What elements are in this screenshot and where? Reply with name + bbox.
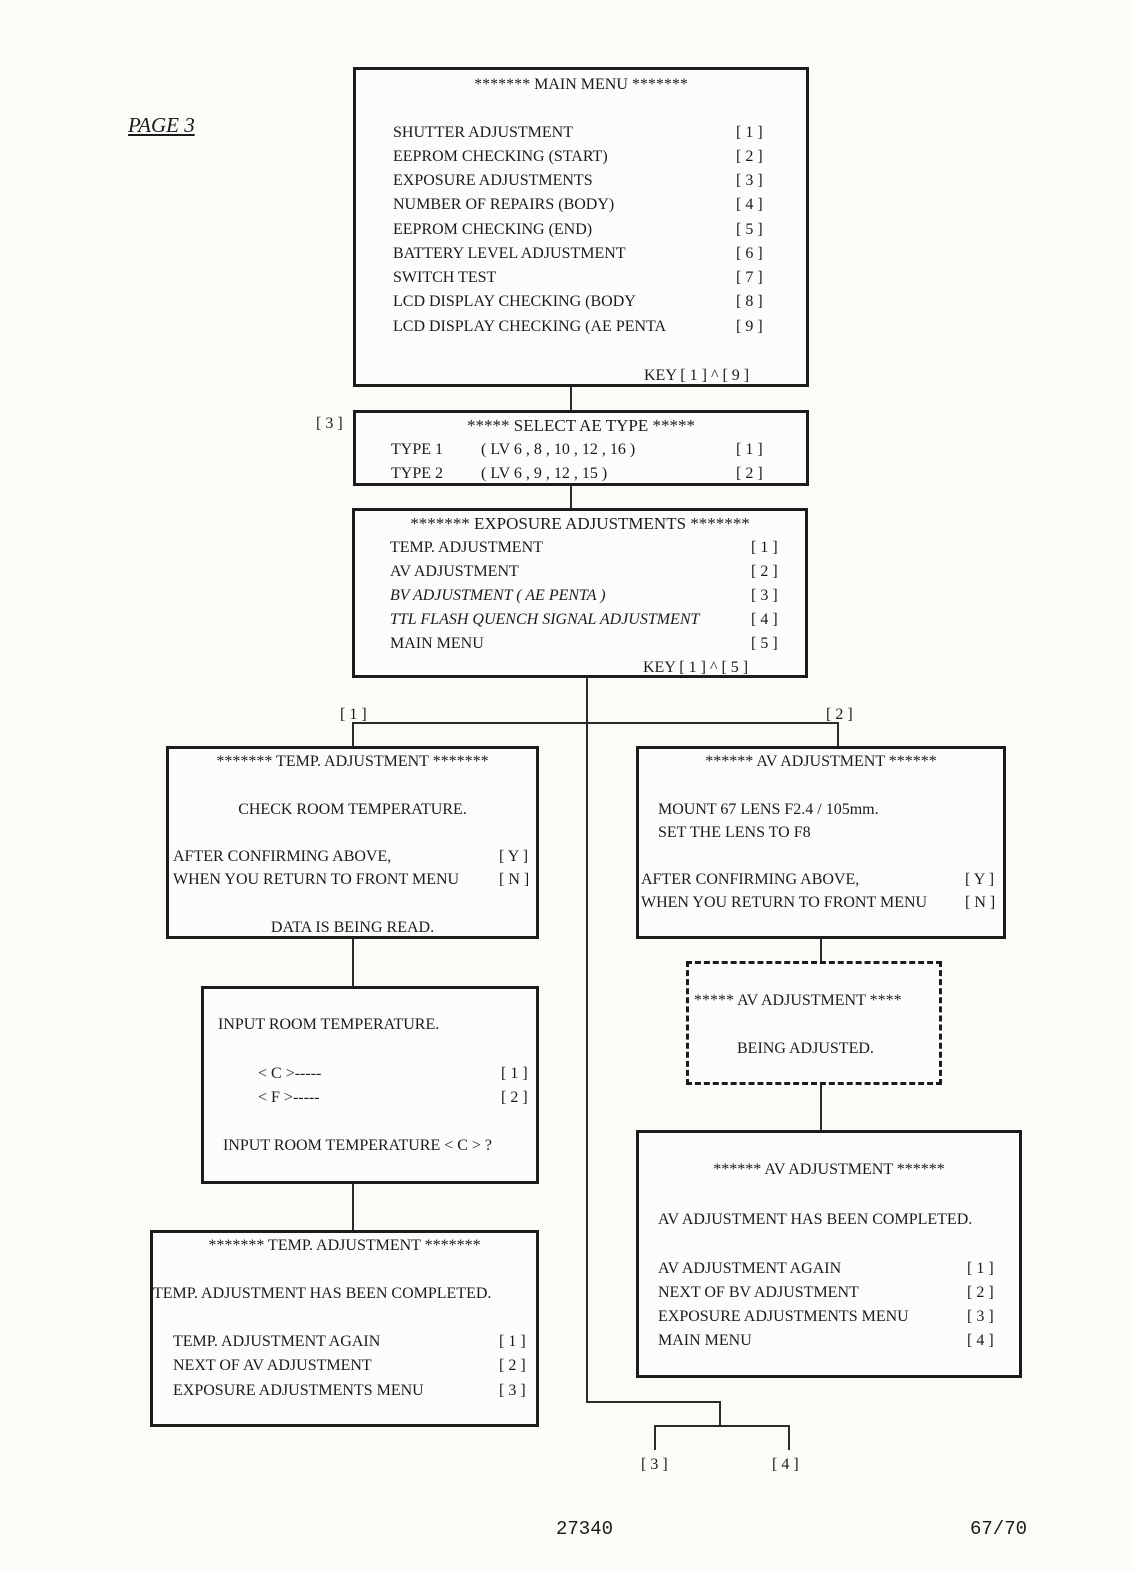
page-label: PAGE 3	[128, 113, 195, 137]
temp-done-item-label[interactable]: TEMP. ADJUSTMENT AGAIN	[173, 1333, 381, 1350]
connector-bottom-right	[788, 1425, 790, 1450]
ae-type-key: [ 2 ]	[736, 465, 763, 482]
temp-adjustment-title: ******* TEMP. ADJUSTMENT *******	[216, 753, 489, 770]
connector-av-to-progress	[820, 938, 822, 962]
temp-done-completed: TEMP. ADJUSTMENT HAS BEEN COMPLETED.	[153, 1285, 492, 1302]
temp-done-title: ******* TEMP. ADJUSTMENT *******	[208, 1237, 481, 1254]
exposure-item-label[interactable]: MAIN MENU	[390, 635, 484, 652]
connector-temp-to-input	[352, 938, 354, 987]
connector-bottom-left	[654, 1425, 656, 1450]
menu-item-label[interactable]: LCD DISPLAY CHECKING (AE PENTA	[393, 318, 667, 335]
temp-done-item-label[interactable]: NEXT OF AV ADJUSTMENT	[173, 1357, 372, 1374]
menu-item-label[interactable]: BATTERY LEVEL ADJUSTMENT	[393, 245, 626, 262]
option-fahrenheit[interactable]: < F >-----	[258, 1089, 320, 1106]
exposure-key-range: KEY [ 1 ] ^ [ 5 ]	[643, 659, 749, 676]
connector-bottom-split	[654, 1425, 790, 1427]
connector-branch-right-drop	[837, 722, 839, 748]
footer-page-number: 67/70	[970, 1518, 1028, 1540]
av-adjustment-box	[636, 746, 1006, 939]
option-fahrenheit-key: [ 2 ]	[501, 1089, 528, 1106]
temp-confirm-key: [ Y ]	[499, 848, 529, 865]
menu-item-label[interactable]: LCD DISPLAY CHECKING (BODY	[393, 293, 636, 310]
av-done-item-key: [ 1 ]	[967, 1260, 994, 1277]
av-done-completed: AV ADJUSTMENT HAS BEEN COMPLETED.	[658, 1211, 973, 1228]
exposure-item-key: [ 2 ]	[751, 563, 778, 580]
select-ae-box	[353, 410, 809, 486]
menu-item-key: [ 9 ]	[736, 318, 763, 335]
main-menu-box	[353, 67, 809, 387]
temp-done-item-label[interactable]: EXPOSURE ADJUSTMENTS MENU	[173, 1382, 424, 1399]
connector-progress-to-done	[820, 1084, 822, 1131]
temp-done-item-key: [ 1 ]	[499, 1333, 526, 1350]
connector-main-to-ae	[570, 386, 572, 411]
input-temp-prompt: INPUT ROOM TEMPERATURE.	[218, 1016, 440, 1033]
exposure-item-label[interactable]: TEMP. ADJUSTMENT	[390, 539, 543, 556]
connector-exposure-trunk	[586, 677, 588, 1403]
main-menu-title: ******* MAIN MENU *******	[474, 76, 688, 93]
menu-item-key: [ 5 ]	[736, 221, 763, 238]
av-confirm-key: [ Y ]	[965, 871, 995, 888]
temp-reading-text: DATA IS BEING READ.	[270, 919, 435, 936]
av-set-text: SET THE LENS TO F8	[658, 824, 811, 841]
menu-item-key: [ 3 ]	[736, 172, 763, 189]
av-progress-title: ***** AV ADJUSTMENT ****	[694, 992, 902, 1009]
exposure-item-label[interactable]: BV ADJUSTMENT ( AE PENTA )	[390, 587, 606, 604]
ae-type-label[interactable]: TYPE 1	[391, 441, 443, 458]
ae-type-range: ( LV 6 , 9 , 12 , 15 )	[481, 465, 608, 482]
branch-label-1: [ 1 ]	[340, 706, 367, 723]
main-menu-key-range: KEY [ 1 ] ^ [ 9 ]	[644, 367, 750, 384]
connector-bottom-drop	[719, 1401, 721, 1427]
input-temp-question: INPUT ROOM TEMPERATURE < C > ?	[223, 1137, 493, 1154]
av-progress-status: BEING ADJUSTED.	[737, 1040, 874, 1057]
select-ae-title: ***** SELECT AE TYPE *****	[467, 416, 695, 435]
av-done-item-label[interactable]: MAIN MENU	[658, 1332, 752, 1349]
temp-check-text: CHECK ROOM TEMPERATURE.	[238, 801, 467, 818]
temp-done-box	[150, 1230, 539, 1427]
av-done-box	[636, 1130, 1022, 1378]
menu-item-label[interactable]: EEPROM CHECKING (START)	[393, 148, 608, 165]
bottom-label-3: [ 3 ]	[641, 1456, 668, 1473]
ae-type-range: ( LV 6 , 8 , 10 , 12 , 16 )	[481, 441, 636, 458]
option-celsius-key: [ 1 ]	[501, 1065, 528, 1082]
av-done-title: ****** AV ADJUSTMENT ******	[713, 1161, 945, 1178]
connector-input-to-done	[352, 1183, 354, 1231]
av-confirm-text: AFTER CONFIRMING ABOVE,	[641, 871, 860, 888]
menu-item-key: [ 6 ]	[736, 245, 763, 262]
connector-ae-to-exposure	[570, 485, 572, 510]
connector-label-3: [ 3 ]	[316, 415, 343, 432]
temp-return-key: [ N ]	[499, 871, 530, 888]
connector-bottom-horizontal	[586, 1401, 721, 1403]
menu-item-label[interactable]: EEPROM CHECKING (END)	[393, 221, 593, 238]
menu-item-label[interactable]: SHUTTER ADJUSTMENT	[393, 124, 574, 141]
ae-type-label[interactable]: TYPE 2	[391, 465, 443, 482]
exposure-item-key: [ 1 ]	[751, 539, 778, 556]
menu-item-key: [ 4 ]	[736, 196, 763, 213]
menu-item-key: [ 2 ]	[736, 148, 763, 165]
menu-item-key: [ 7 ]	[736, 269, 763, 286]
menu-item-key: [ 8 ]	[736, 293, 763, 310]
bottom-label-4: [ 4 ]	[772, 1456, 799, 1473]
exposure-item-label[interactable]: AV ADJUSTMENT	[390, 563, 519, 580]
temp-done-item-key: [ 2 ]	[499, 1357, 526, 1374]
av-done-item-label[interactable]: AV ADJUSTMENT AGAIN	[658, 1260, 842, 1277]
temp-done-item-key: [ 3 ]	[499, 1382, 526, 1399]
exposure-item-key: [ 3 ]	[751, 587, 778, 604]
exposure-item-label[interactable]: TTL FLASH QUENCH SIGNAL ADJUSTMENT	[390, 611, 700, 628]
exposure-box	[352, 508, 808, 678]
av-progress-box	[686, 961, 942, 1085]
av-done-item-key: [ 4 ]	[967, 1332, 994, 1349]
av-return-text: WHEN YOU RETURN TO FRONT MENU	[641, 894, 928, 911]
option-celsius[interactable]: < C >-----	[258, 1065, 322, 1082]
av-done-item-key: [ 2 ]	[967, 1284, 994, 1301]
footer-doc-number: 27340	[556, 1518, 614, 1540]
av-done-item-label[interactable]: EXPOSURE ADJUSTMENTS MENU	[658, 1308, 909, 1325]
input-temp-box	[201, 986, 539, 1184]
menu-item-label[interactable]: NUMBER OF REPAIRS (BODY)	[393, 196, 615, 213]
menu-item-label[interactable]: EXPOSURE ADJUSTMENTS	[393, 172, 593, 189]
exposure-title: ******* EXPOSURE ADJUSTMENTS *******	[410, 514, 750, 533]
av-adjustment-title: ****** AV ADJUSTMENT ******	[705, 753, 937, 770]
menu-item-key: [ 1 ]	[736, 124, 763, 141]
connector-branch-horizontal	[352, 722, 839, 724]
menu-item-label[interactable]: SWITCH TEST	[393, 269, 497, 286]
connector-branch-left-drop	[352, 722, 354, 748]
temp-return-text: WHEN YOU RETURN TO FRONT MENU	[173, 871, 460, 888]
ae-type-key: [ 1 ]	[736, 441, 763, 458]
branch-label-2: [ 2 ]	[826, 706, 853, 723]
av-mount-text: MOUNT 67 LENS F2.4 / 105mm.	[658, 801, 879, 818]
exposure-item-key: [ 5 ]	[751, 635, 778, 652]
av-done-item-label[interactable]: NEXT OF BV ADJUSTMENT	[658, 1284, 859, 1301]
exposure-item-key: [ 4 ]	[751, 611, 778, 628]
av-done-item-key: [ 3 ]	[967, 1308, 994, 1325]
av-return-key: [ N ]	[965, 894, 996, 911]
temp-adjustment-box	[166, 746, 539, 939]
temp-confirm-text: AFTER CONFIRMING ABOVE,	[173, 848, 392, 865]
